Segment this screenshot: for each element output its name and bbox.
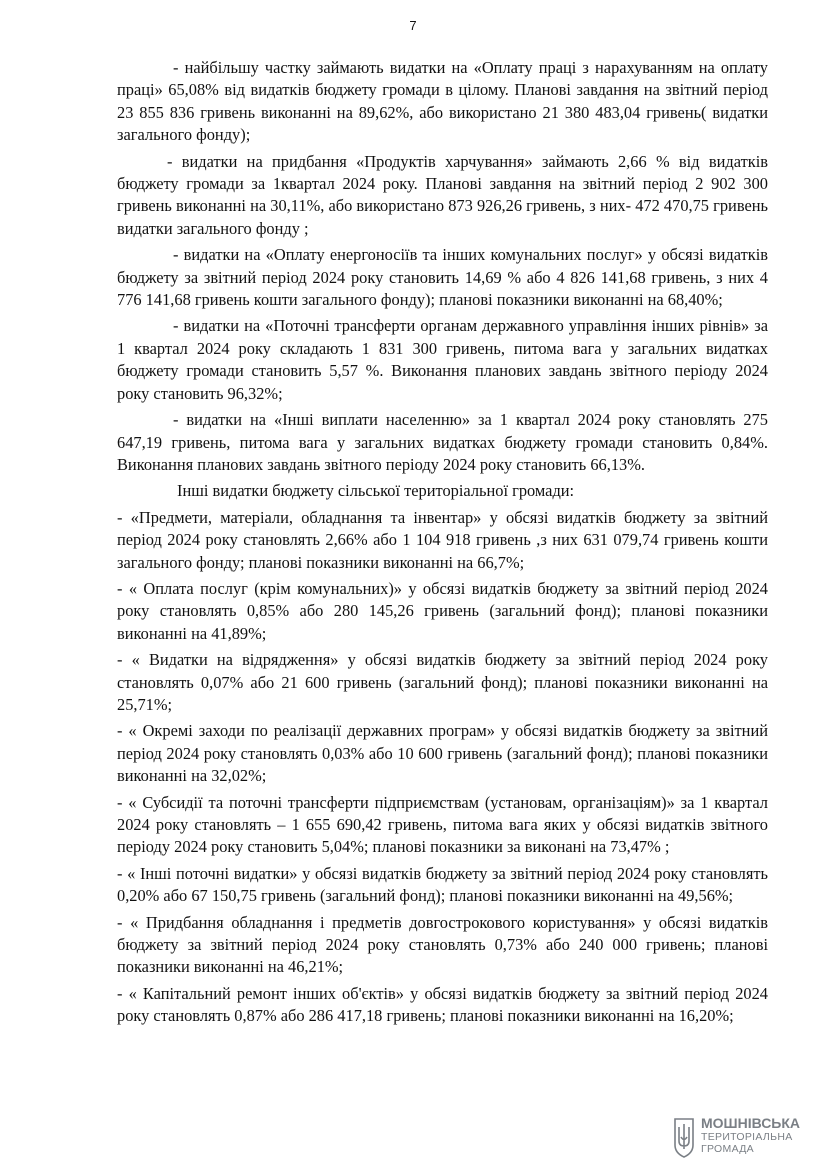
list-item-state-programs: - « Окремі заходи по реалізації державних програм» у обсязі видатків бюджету за звітний період 2024 року становлять 0,03% або 10 600 гривень (загальний фонд); планові показники виконанні на 32,02%; [117,721,768,786]
paragraph-population-payments: - видатки на «Інші виплати населенню» за 1 квартал 2024 року становлять 275 647,19 гривень, питома вага у загальних видатках бюджету громади становить 0,84%. Виконання планових завдань звітного періоду 2024 року становить 66,13%. [117,410,768,474]
paragraph-salary-expenses: - найбільшу частку займають видатки на «Оплату праці з нарахуванням на оплату праці» 65,08% від видатків бюджету громади в цілому. Планові завдання на звітний період 23 855 836 гривень виконанні на 89,62%, або використано 21 380 483,04 гривень( видатки загального фонду); [117,58,768,145]
trident-emblem-icon [673,1115,695,1159]
logo-subtitle-2: ГРОМАДА [701,1143,754,1155]
logo-subtitle-1: ТЕРИТОРІАЛЬНА [701,1131,793,1143]
logo-text [701,1115,800,1155]
paragraph-energy-expenses: - видатки на «Оплату енергоносіїв та інших комунальних послуг» у обсязі видатків бюджету за звітний період 2024 року становить 14,69 % або 4 826 141,68 гривень, з них 4 776 141,68 гривень кошти загального фонду); планові показники виконанні на 68,40%; [117,245,768,310]
paragraph-food-expenses: - видатки на придбання «Продуктів харчування» займають 2,66 % від видатків бюджету громади за 1квартал 2024 року. Планові завдання на звітний період 2 902 300 гривень виконанні на 30,11%, або використано 873 926,26 гривень, з них- 472 470,75 гривень видатки загального фонду ; [117,151,768,238]
section-heading-other-expenses: Інші видатки бюджету сільської територіальної громади: [177,481,575,501]
list-item-subsidies: - « Субсидії та поточні трансферти підприємствам (установам, організаціям)» за 1 квартал 2024 року становлять – 1 655 690,42 гривень, питома вага яких у обсязі видатків звітного періоду 2024 року становить 5,04%; планові показники за виконані на 73,47% ; [117,792,768,857]
list-item-other-current: - « Інші поточні видатки» у обсязі видатків бюджету за звітний період 2024 року становлять 0,20% або 67 150,75 гривень (загальний фонд); планові показники виконанні на 49,56%; [117,863,768,906]
list-item-business-trips: - « Видатки на відрядження» у обсязі видатків бюджету за звітний період 2024 року становлять 0,07% або 21 600 гривень (загальний фонд); планові показники виконанні на 25,71%; [117,650,768,714]
list-item-materials: - «Предмети, матеріали, обладнання та інвентар» у обсязі видатків бюджету за звітний період 2024 року становлять 2,66% або 1 104 918 гривень ,з них 631 079,74 гривень кошти загального фонду; планові показники виконанні на 66,7%; [117,507,768,572]
list-item-capital-repair: - « Капітальний ремонт інших об'єктів» у обсязі видатків бюджету за звітний період 2024 року становлять 0,87% або 286 417,18 гривень; планові показники виконанні на 16,20%; [117,983,768,1026]
page-number: 7 [409,18,417,33]
logo-title: МОШНІВСЬКА [701,1115,801,1131]
document-body [117,57,768,1032]
community-logo [673,1115,813,1165]
list-item-services: - « Оплата послуг (крім комунальних)» у обсязі видатків бюджету за звітний період 2024 року становлять 0,85% або 280 145,26 гривень (загальний фонд); планові показники виконанні на 41,89%; [117,578,768,643]
paragraph-transfers-expenses: - видатки на «Поточні трансферти органам державного управління інших рівнів» за 1 квартал 2024 року складають 1 831 300 гривень, питома вага у загальних видатках бюджету громади становить 5,57 %. Виконання планових завдань звітного періоду 2024 року становить 96,32%; [117,316,768,403]
list-item-equipment: - « Придбання обладнання і предметів довгострокового користування» у обсязі видатків бюджету за звітний період 2024 року становлять 0,73% або 240 000 гривень; планові показники виконанні на 46,21%; [117,912,768,977]
